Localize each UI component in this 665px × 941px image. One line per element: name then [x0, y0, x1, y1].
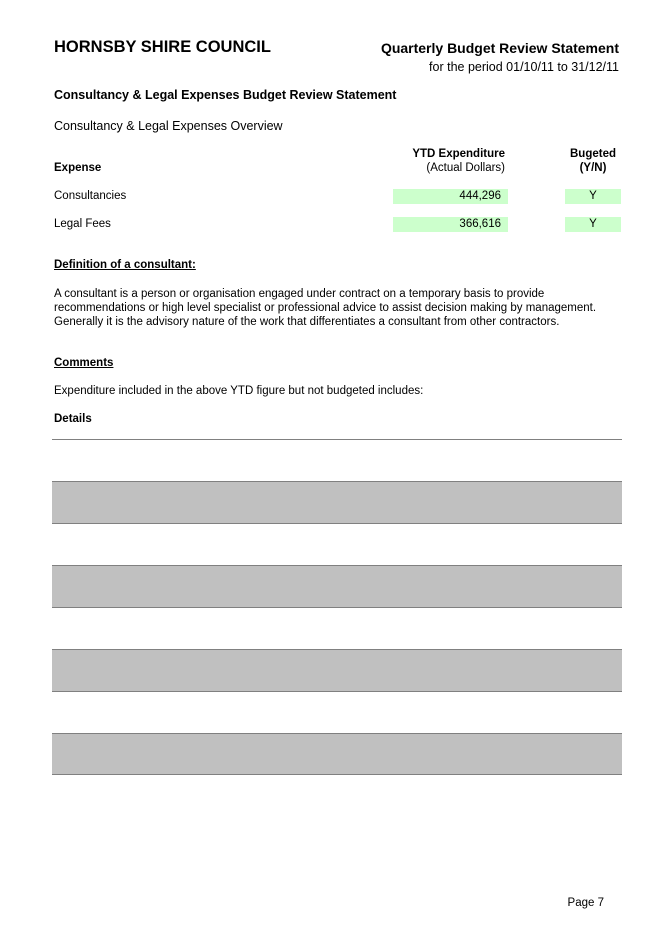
definition-heading: Definition of a consultant: — [54, 259, 196, 271]
expense-row-amount: 444,296 — [393, 189, 508, 204]
details-row — [52, 733, 622, 775]
details-heading: Details — [54, 413, 92, 425]
expense-row-budgeted: Y — [565, 189, 621, 204]
budgeted-subheader: (Y/N) — [579, 162, 607, 174]
section-title: Consultancy & Legal Expenses Budget Review Statement — [54, 88, 397, 102]
ytd-header: YTD Expenditure — [412, 148, 505, 160]
details-row — [52, 439, 622, 481]
details-row — [52, 523, 622, 565]
expense-header: Expense — [54, 162, 102, 174]
page-number: Page 7 — [567, 897, 604, 909]
overview-title: Consultancy & Legal Expenses Overview — [54, 119, 283, 133]
report-period: for the period 01/10/11 to 31/12/11 — [429, 60, 619, 74]
expense-row-amount: 366,616 — [393, 217, 508, 232]
definition-text: A consultant is a person or organisation engaged under contract on a temporary basis to provide recommendations or high level specialist or professional advice to assist decision making by management. Generally it is the advisory nature of the work that differentiates a consultant from other contractors. — [54, 288, 597, 328]
expense-row-label: Legal Fees — [54, 218, 111, 230]
details-table — [52, 439, 622, 775]
details-row — [52, 607, 622, 649]
details-row — [52, 649, 622, 691]
comments-heading: Comments — [54, 357, 114, 369]
details-row — [52, 481, 622, 523]
council-name: HORNSBY SHIRE COUNCIL — [54, 38, 271, 56]
ytd-subheader: (Actual Dollars) — [426, 162, 505, 174]
report-title: Quarterly Budget Review Statement — [380, 40, 619, 56]
comments-text: Expenditure included in the above YTD figure but not budgeted includes: — [54, 385, 424, 397]
details-row — [52, 691, 622, 733]
details-row — [52, 565, 622, 607]
budgeted-header: Bugeted — [570, 148, 616, 160]
expense-row-budgeted: Y — [565, 217, 621, 232]
expense-row-label: Consultancies — [54, 190, 127, 202]
